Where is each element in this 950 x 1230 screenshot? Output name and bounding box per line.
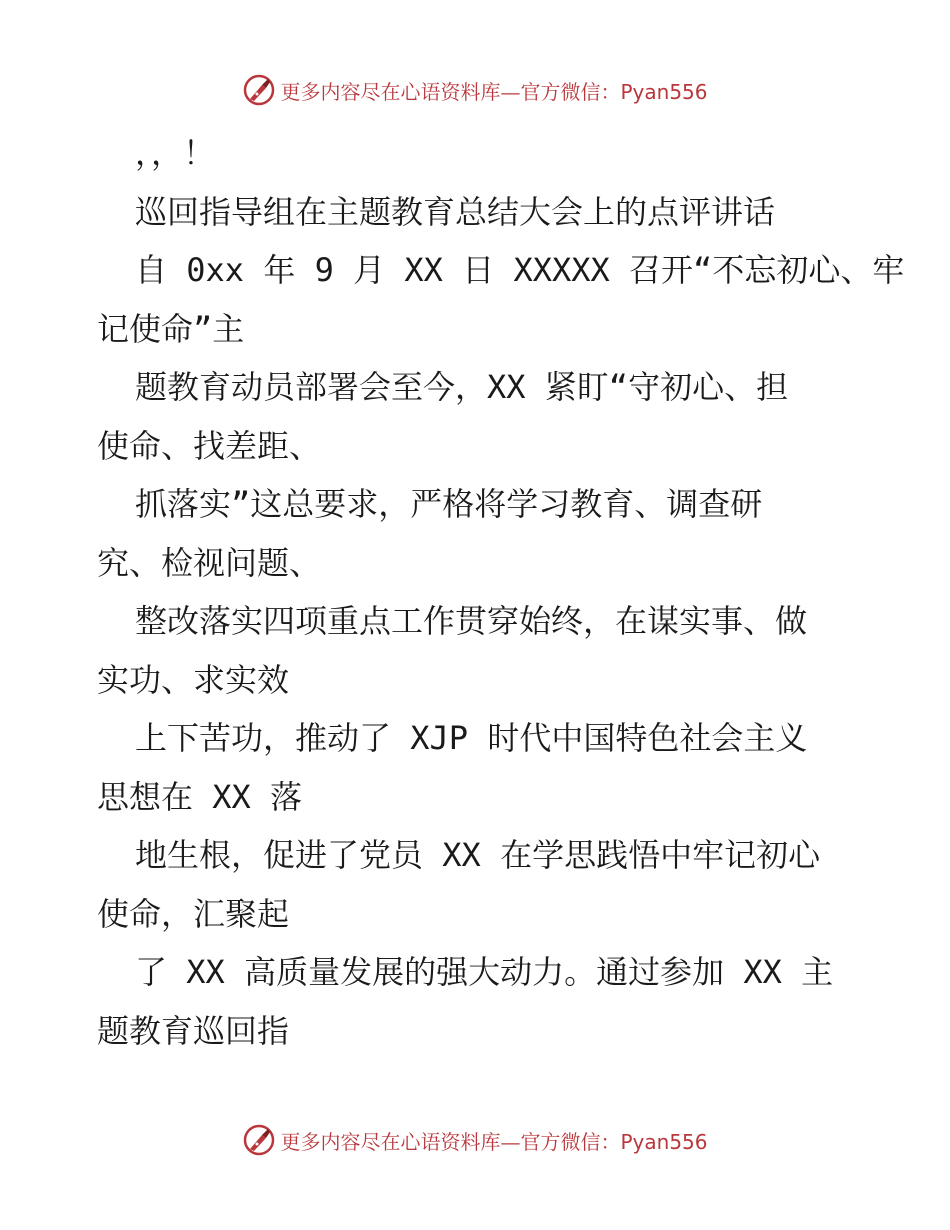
footer-banner: [0, 1120, 950, 1160]
header-brand-text: 更多内容尽在心语资料库: [280, 79, 501, 104]
footer-brand-text: 更多内容尽在心语资料库: [280, 1129, 501, 1154]
text-line: 地生根，促进了党员 XX 在学思践悟中牢记初心: [135, 836, 821, 874]
fountain-pen-logo-icon: [242, 73, 276, 107]
document-title: 巡回指导组在主题教育总结大会上的点评讲话: [135, 192, 776, 231]
header-wechat-id: Pyan556: [620, 79, 708, 104]
text-line: 实功、求实效: [97, 660, 290, 699]
document-body: [97, 124, 905, 1060]
footer-official-label: 官方微信：: [520, 1129, 621, 1154]
text-line: 使命，汇聚起: [97, 894, 290, 933]
text-line: 究、检视问题、: [97, 543, 322, 582]
text-line: 题教育巡回指: [97, 1011, 290, 1050]
text-line: 思想在 XX 落: [97, 777, 303, 816]
text-line: 记使命”主: [97, 309, 245, 348]
text-line: 了 XX 高质量发展的强大动力。通过参加 XX 主: [135, 953, 834, 991]
footer-wechat-id: Pyan556: [620, 1129, 708, 1154]
text-line: 抓落实”这总要求，严格将学习教育、调查研: [135, 485, 763, 523]
footer-separator: —: [500, 1129, 521, 1154]
header-separator: —: [500, 79, 521, 104]
text-line: 自 0xx 年 9 月 XX 日 XXXXX 召开“不忘初心、牢: [135, 251, 905, 289]
text-line: 整改落实四项重点工作贯穿始终，在谋实事、做: [135, 602, 808, 640]
header-official-label: 官方微信：: [520, 79, 621, 104]
text-line: 使命、找差距、: [97, 426, 322, 465]
fountain-pen-logo-icon: [242, 1123, 276, 1157]
header-banner: [0, 70, 950, 110]
text-line: 上下苦功，推动了 XJP 时代中国特色社会主义: [135, 719, 808, 757]
text-line: ，，！: [135, 134, 216, 172]
text-line: 题教育动员部署会至今，XX 紧盯“守初心、担: [135, 368, 789, 406]
